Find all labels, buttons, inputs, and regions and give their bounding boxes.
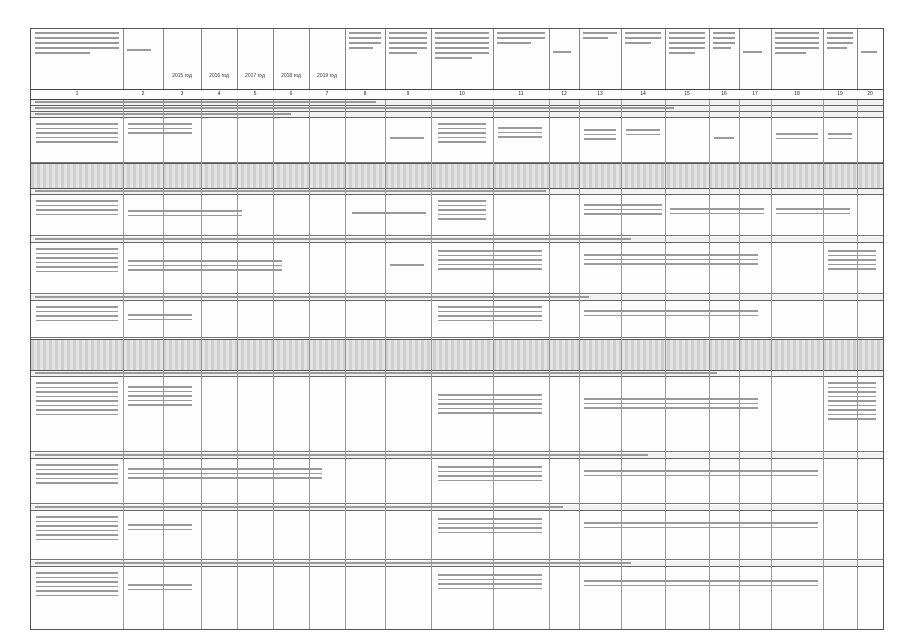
row-labels: [33, 513, 121, 543]
row-values: [125, 521, 195, 533]
header-cell-name: [31, 29, 124, 89]
cell-text: [825, 130, 855, 142]
column-number-row: [31, 89, 883, 100]
header-cell-year4: [273, 29, 310, 89]
row-labels: [33, 461, 121, 487]
year-label-3: 2017 год: [245, 73, 265, 79]
cell-text: [825, 379, 879, 423]
data-block: [31, 243, 883, 294]
cell-text: [581, 519, 821, 531]
data-block: [31, 567, 883, 625]
cell-text: [435, 391, 545, 417]
col-num-20: 20: [867, 91, 873, 97]
cell-text: [435, 515, 545, 536]
cell-text: [435, 120, 489, 146]
data-block: [31, 377, 883, 452]
col-num-11: 11: [518, 91, 524, 97]
header-cell-c9: [385, 29, 432, 89]
header-cell-c14: [621, 29, 666, 89]
header-cell-c19: [823, 29, 858, 89]
header-cell-c8: [345, 29, 386, 89]
cell-text: [581, 577, 821, 589]
header-cell-c18: [771, 29, 824, 89]
cell-text: [711, 134, 737, 142]
data-block: [31, 511, 883, 560]
header-cell-c10: [431, 29, 494, 89]
data-block: [31, 301, 883, 338]
header-cell-year2: [201, 29, 238, 89]
cell-text: [667, 205, 767, 217]
col-num-19: 19: [837, 91, 843, 97]
data-block: [31, 118, 883, 163]
header-cell-total: [123, 29, 164, 89]
col-num-1: 1: [75, 91, 79, 97]
cell-text: [435, 197, 489, 223]
header-cell-year5: [309, 29, 346, 89]
col-num-15: 15: [684, 91, 690, 97]
col-num-9: 9: [406, 91, 410, 97]
col-num-2: 2: [141, 91, 145, 97]
row-labels: [33, 303, 121, 324]
row-values: [125, 465, 325, 482]
year-label-5: 2019 год: [317, 73, 337, 79]
row-labels: [33, 245, 121, 275]
header-cell-year3: [237, 29, 274, 89]
col-num-10: 10: [459, 91, 465, 97]
cell-text: [435, 303, 545, 324]
header-cell-year1: [163, 29, 202, 89]
cell-text: [435, 463, 545, 484]
col-num-12: 12: [561, 91, 567, 97]
cell-text: [581, 307, 761, 319]
col-num-8: 8: [363, 91, 367, 97]
year-label-1: 2015 год: [172, 73, 192, 79]
cell-text: [825, 247, 879, 273]
year-label-4: 2018 год: [281, 73, 301, 79]
cell-text: [581, 395, 761, 412]
row-values: [125, 581, 195, 593]
header-cell-c15: [665, 29, 710, 89]
year-label-2: 2016 год: [209, 73, 229, 79]
col-num-17: 17: [752, 91, 758, 97]
row-values: [125, 383, 195, 409]
cell-text: [581, 126, 619, 143]
col-num-14: 14: [640, 91, 646, 97]
cell-text: [581, 201, 665, 218]
header-cell-c17: [739, 29, 772, 89]
header-cell-c20: [857, 29, 883, 89]
row-labels: [33, 197, 121, 218]
row-values: [125, 207, 245, 219]
col-num-6: 6: [289, 91, 293, 97]
row-labels: [33, 379, 121, 418]
cell-text: [387, 261, 427, 269]
cell-text: [581, 467, 821, 479]
col-num-18: 18: [794, 91, 800, 97]
cell-text: [581, 251, 761, 268]
row-labels: [33, 569, 121, 599]
cell-text: [435, 571, 545, 592]
header-cell-c11: [493, 29, 550, 89]
data-block: [31, 195, 883, 236]
col-num-4: 4: [217, 91, 221, 97]
col-num-13: 13: [597, 91, 603, 97]
summary-block: [31, 339, 883, 371]
cell-text: [495, 124, 545, 141]
header-cell-c12: [549, 29, 580, 89]
table-header: [31, 29, 883, 90]
cell-text: [349, 209, 429, 217]
cell-text: [773, 205, 853, 217]
cell-text: [623, 126, 663, 138]
row-values: [125, 257, 285, 274]
col-num-7: 7: [325, 91, 329, 97]
col-num-5: 5: [253, 91, 257, 97]
col-num-16: 16: [721, 91, 727, 97]
data-block: [31, 459, 883, 504]
col-num-3: 3: [180, 91, 184, 97]
summary-block: [31, 163, 883, 189]
header-cell-c16: [709, 29, 740, 89]
cell-text: [387, 134, 427, 142]
header-cell-c13: [579, 29, 622, 89]
document-sheet: [30, 28, 884, 630]
row-values: [125, 120, 195, 137]
row-values: [125, 311, 195, 323]
row-labels: [33, 120, 121, 146]
cell-text: [435, 247, 545, 273]
cell-text: [773, 130, 821, 142]
